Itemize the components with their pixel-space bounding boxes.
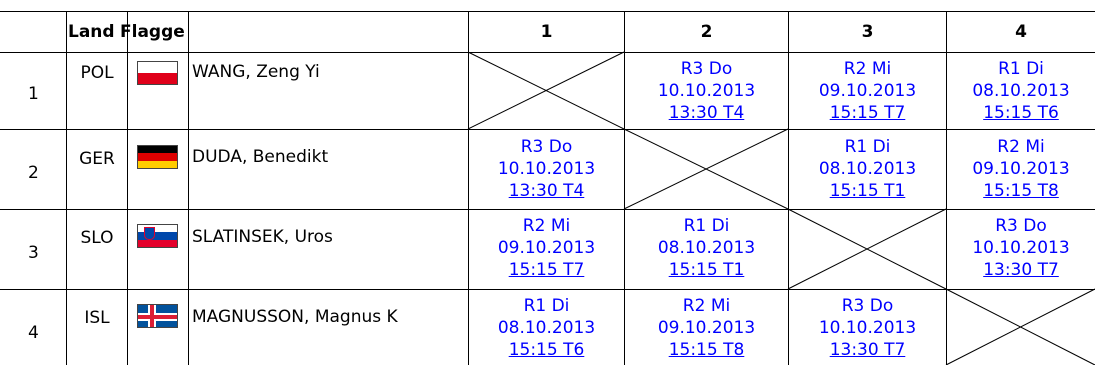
match-round: R3 Do: [520, 137, 573, 157]
table-line: [127, 11, 128, 365]
table-line: [0, 129, 1095, 130]
match-round: R3 Do: [995, 216, 1047, 236]
match-date: 10.10.2013: [972, 238, 1070, 258]
match-date: 09.10.2013: [657, 318, 756, 338]
match-time: 13:30 T4: [668, 103, 745, 123]
match-time: 15:15 T7: [508, 260, 585, 280]
match-round: R3 Do: [680, 59, 733, 79]
match-cell[interactable]: [469, 215, 624, 281]
cross-mark: [946, 289, 1095, 365]
rank-2: 2: [28, 163, 39, 183]
flag-germany: [137, 145, 178, 169]
match-cell[interactable]: [789, 295, 946, 361]
match-date: 08.10.2013: [657, 238, 756, 258]
header-col-2: 2: [700, 22, 713, 42]
rank-4: 4: [28, 323, 39, 343]
player-name-4: MAGNUSSON, Magnus K: [192, 307, 398, 327]
header-land: Land: [68, 22, 115, 42]
cross-mark: [624, 129, 788, 209]
player-name-2: DUDA, Benedikt: [192, 147, 329, 167]
match-cell[interactable]: [469, 136, 624, 202]
flag-poland: [137, 61, 178, 85]
player-name-1: WANG, Zeng Yi: [192, 62, 320, 82]
match-round: R1 Di: [998, 59, 1044, 79]
match-date: 09.10.2013: [497, 238, 596, 258]
country-code-2: GER: [79, 149, 115, 169]
match-time: 15:15 T1: [668, 260, 745, 280]
match-time: 15:15 T7: [829, 103, 906, 123]
match-time: 13:30 T7: [829, 340, 906, 360]
match-round: R2 Mi: [843, 59, 892, 79]
match-cell[interactable]: [947, 136, 1095, 202]
match-time: 15:15 T6: [508, 340, 585, 360]
match-time: 15:15 T6: [983, 103, 1059, 123]
match-date: 09.10.2013: [818, 81, 917, 101]
match-time: 13:30 T7: [983, 260, 1059, 280]
country-code-3: SLO: [80, 228, 114, 248]
flag-slovenia: [137, 224, 178, 248]
match-date: 08.10.2013: [818, 159, 917, 179]
match-round: R2 Mi: [997, 137, 1045, 157]
header-col-3: 3: [861, 22, 874, 42]
header-flagge: [120, 12, 188, 52]
match-cell[interactable]: [789, 136, 946, 202]
header-col-4: 4: [1015, 22, 1027, 42]
match-date: 10.10.2013: [657, 81, 756, 101]
rank-1: 1: [28, 84, 39, 104]
flag-iceland: [137, 304, 178, 328]
match-cell[interactable]: [469, 295, 624, 361]
match-time: 15:15 T8: [668, 340, 745, 360]
match-round: R1 Di: [844, 137, 891, 157]
country-code-4: ISL: [84, 308, 110, 328]
match-date: 10.10.2013: [497, 159, 596, 179]
match-date: 08.10.2013: [497, 318, 596, 338]
header-flagge-label: Flagge: [120, 22, 185, 42]
country-code-1: POL: [80, 63, 114, 83]
match-time: 15:15 T8: [983, 181, 1059, 201]
match-cell[interactable]: [789, 58, 946, 124]
match-date: 10.10.2013: [818, 318, 917, 338]
cross-mark: [468, 52, 624, 129]
table-line: [0, 289, 1095, 290]
cross-mark: [788, 209, 946, 289]
match-round: R1 Di: [523, 296, 570, 316]
player-name-3: SLATINSEK, Uros: [192, 227, 333, 247]
match-time: 15:15 T1: [829, 181, 906, 201]
match-date: 09.10.2013: [972, 159, 1070, 179]
match-round: R2 Mi: [522, 216, 571, 236]
match-date: 08.10.2013: [972, 81, 1070, 101]
slovenia-coat-of-arms-icon: [144, 227, 155, 240]
match-cell[interactable]: [625, 58, 788, 124]
match-cell[interactable]: [947, 215, 1095, 281]
match-round: R1 Di: [683, 216, 730, 236]
match-cell[interactable]: [947, 58, 1095, 124]
match-round: R3 Do: [841, 296, 894, 316]
match-cell[interactable]: [625, 215, 788, 281]
rank-3: 3: [28, 243, 39, 263]
match-time: 13:30 T4: [508, 181, 585, 201]
match-round: R2 Mi: [682, 296, 731, 316]
header-col-1: 1: [540, 22, 553, 42]
match-cell[interactable]: [625, 295, 788, 361]
